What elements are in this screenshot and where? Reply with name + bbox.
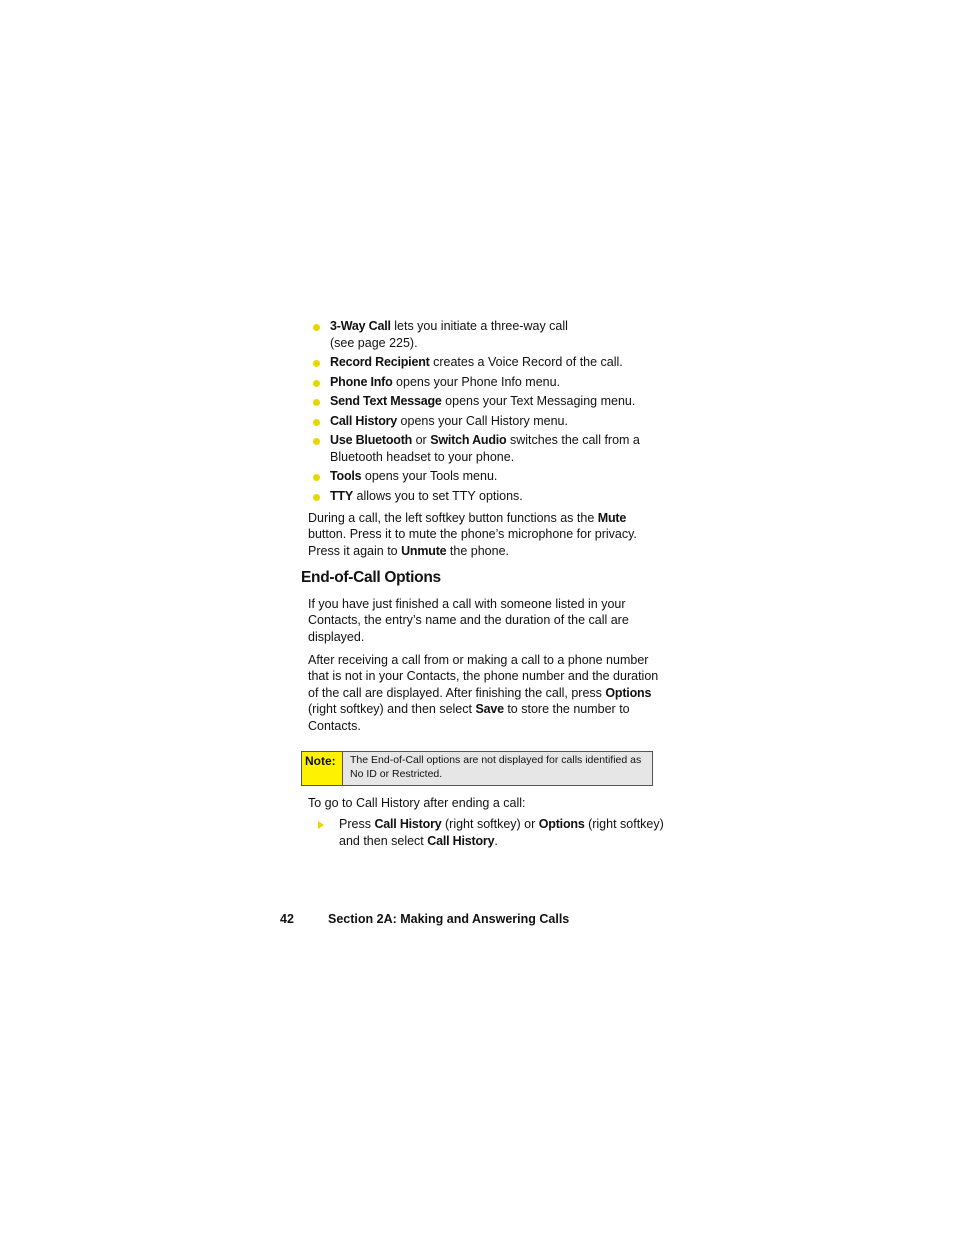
option-name: TTY [330, 488, 354, 503]
save-number-paragraph [308, 652, 664, 734]
option-connector: or [412, 433, 431, 447]
contacts-paragraph: If you have just finished a call with someone listed in your Contacts, the entry’s name and the duration of the call are displayed. [308, 597, 629, 644]
in-call-options-list [312, 318, 662, 507]
text-run: button. Press it to mute the phone’s microphone for privacy. Press it again to [308, 527, 637, 558]
bullet-dot-icon [313, 419, 320, 426]
step-text [339, 816, 668, 849]
instruction-step [318, 816, 668, 849]
bullet-dot-icon [313, 474, 320, 481]
save-term: Save [475, 702, 504, 717]
option-description: lets you initiate a three-way call [390, 319, 568, 333]
option-description-cont: (see page 225). [330, 335, 418, 350]
options-term: Options [538, 817, 585, 831]
text-run: . [494, 833, 498, 848]
option-name-alt: Switch Audio [430, 433, 507, 447]
option-name: Tools [330, 469, 362, 483]
mute-term: Mute [597, 511, 627, 525]
option-description: opens your Phone Info menu. [392, 374, 561, 389]
option-description: opens your Text Messaging menu. [441, 394, 636, 408]
list-item [312, 488, 662, 505]
option-description: opens your Call History menu. [397, 413, 568, 428]
text-run: (right softkey) and then select [308, 702, 476, 717]
call-history-term: Call History [374, 817, 442, 831]
note-label: Note: [302, 752, 343, 785]
bullet-dot-icon [313, 399, 320, 406]
option-name: Send Text Message [330, 394, 442, 408]
section-heading: End-of-Call Options [301, 569, 441, 586]
note-text: The End-of-Call options are not displayed for calls identified as No ID or Restricted. [350, 754, 642, 780]
list-item [312, 374, 662, 391]
page-number: 42 [280, 912, 294, 926]
bullet-dot-icon [313, 380, 320, 387]
bullet-dot-icon [313, 324, 320, 331]
step-arrow-icon [318, 821, 324, 829]
option-name: Call History [330, 413, 398, 428]
text-run: (right softkey) or [441, 817, 539, 831]
text-run: the phone. [446, 543, 509, 558]
list-item [312, 393, 662, 410]
call-history-intro: To go to Call History after ending a call: [308, 796, 526, 810]
option-name: 3-Way Call [330, 319, 391, 333]
mute-paragraph [308, 510, 664, 559]
option-description: allows you to set TTY options. [353, 488, 523, 503]
text-run: Press [339, 817, 375, 831]
option-description: creates a Voice Record of the call. [429, 355, 623, 369]
text-run: After receiving a call from or making a call to a phone number that is not in your Contacts, the phone number and the duration of the call are displayed. After finishing the call, press [308, 653, 659, 700]
call-history-term: Call History [427, 833, 495, 848]
list-item [312, 413, 662, 430]
bullet-dot-icon [313, 438, 320, 445]
list-item [312, 318, 662, 351]
options-term: Options [605, 685, 652, 700]
list-item [312, 432, 662, 465]
option-description: opens your Tools menu. [361, 469, 498, 483]
text-run: During a call, the left softkey button functions as the [308, 511, 598, 525]
option-description: switches the call from a [506, 433, 640, 447]
option-name: Use Bluetooth [330, 433, 413, 447]
note-box [301, 751, 653, 786]
page-footer [280, 912, 569, 926]
text-run: to store the number to Contacts. [308, 702, 630, 733]
section-title: Section 2A: Making and Answering Calls [328, 912, 570, 926]
bullet-dot-icon [313, 494, 320, 501]
list-item [312, 468, 662, 485]
text-run: (right softkey) and then select [339, 817, 664, 848]
option-name: Record Recipient [330, 355, 430, 369]
bullet-dot-icon [313, 360, 320, 367]
unmute-term: Unmute [401, 543, 447, 558]
option-name: Phone Info [330, 374, 393, 389]
option-description-cont: Bluetooth headset to your phone. [330, 449, 515, 464]
list-item [312, 354, 662, 371]
